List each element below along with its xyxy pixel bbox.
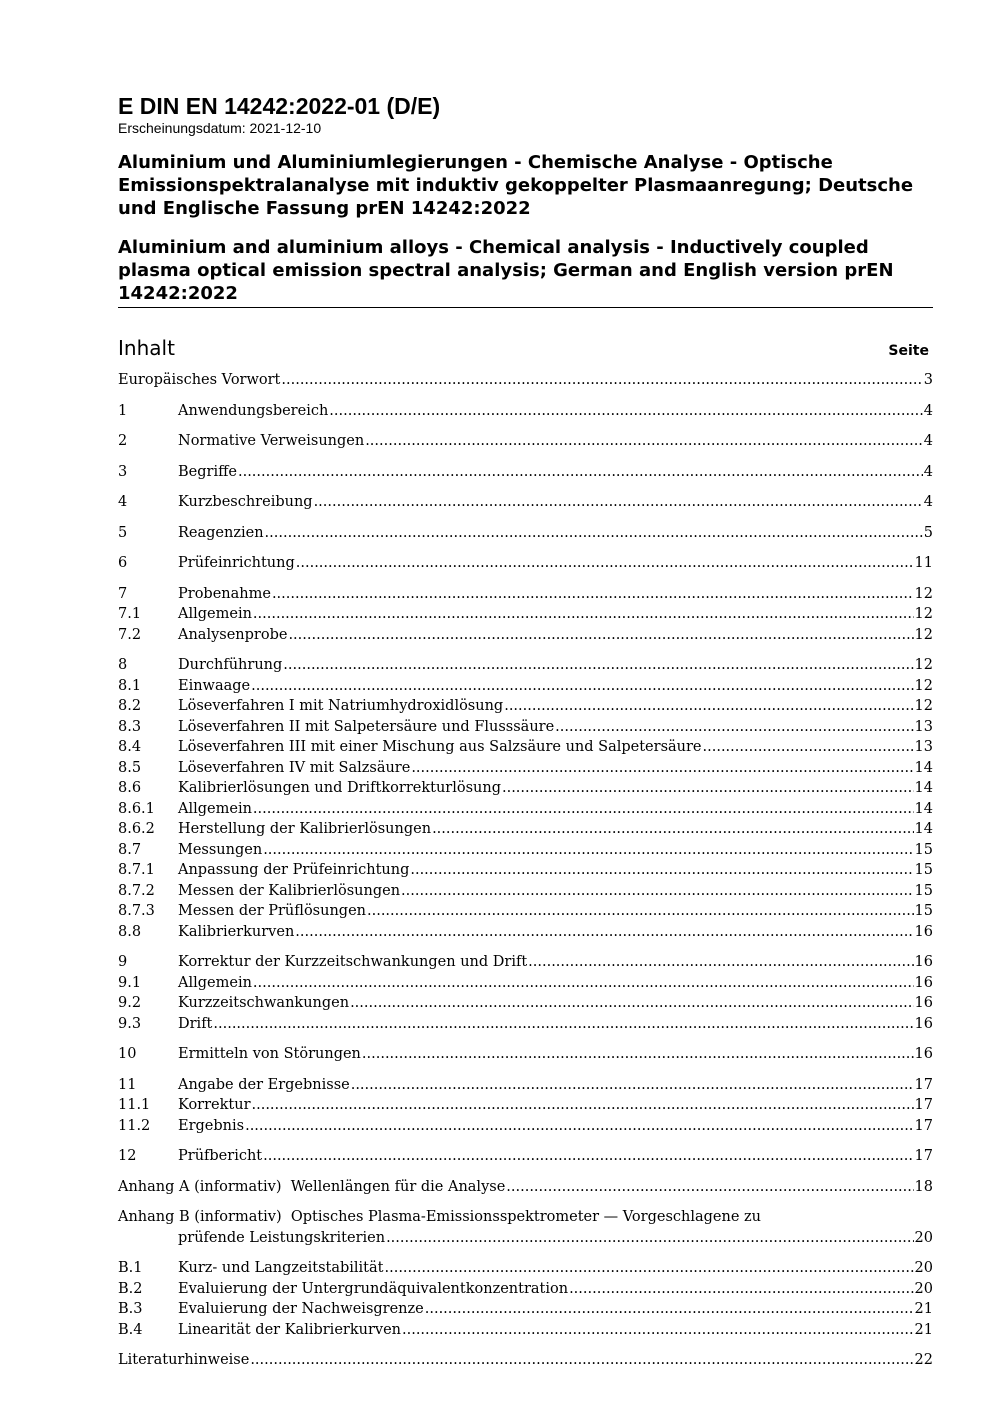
toc-entry[interactable]	[118, 1014, 933, 1035]
toc-leader	[367, 901, 914, 922]
toc-entry-label: Messungen	[178, 841, 263, 858]
toc-leader	[362, 1044, 914, 1065]
toc-leader	[238, 462, 923, 483]
toc-entry-label: Löseverfahren I mit Natriumhydroxidlösung	[178, 698, 504, 714]
toc-entry-page: 4	[923, 494, 933, 510]
toc-entry-page: 5	[923, 524, 933, 541]
toc-entry-page: 12	[914, 657, 933, 673]
toc-entry-number: 9.2	[118, 995, 142, 1011]
toc-entry-label: Drift	[178, 1015, 213, 1032]
toc-entry-page: 12	[914, 585, 933, 602]
toc-entry-number: 3	[118, 463, 128, 480]
toc-leader	[425, 1299, 914, 1320]
toc-entry[interactable]	[118, 1116, 933, 1137]
toc-entry[interactable]	[118, 993, 933, 1014]
toc-entry-label: Anhang B (informativ) Optisches Plasma-Emissionsspektrometer — Vorgeschlagene zu	[118, 1209, 761, 1225]
toc-entry-label: Anwendungsbereich	[178, 402, 329, 419]
toc-entry[interactable]	[118, 1044, 933, 1065]
toc-entry-page: 18	[914, 1178, 933, 1195]
toc-entry[interactable]	[118, 840, 933, 861]
toc-entry-number: 7.1	[118, 606, 142, 622]
toc-entry-label: Ergebnis	[178, 1117, 245, 1134]
toc-entry[interactable]	[118, 952, 933, 973]
toc-leader	[213, 1014, 913, 1035]
toc-entry[interactable]	[118, 492, 933, 513]
toc-entry-page: 3	[923, 372, 933, 388]
toc-entry-label: Anhang A (informativ) Wellenlängen für die Analyse	[118, 1178, 506, 1195]
toc-leader	[351, 1075, 914, 1096]
toc-entry-page: 15	[914, 841, 933, 858]
toc-entry[interactable]	[118, 604, 933, 625]
toc-entry-page: 21	[914, 1301, 933, 1317]
toc-leader	[251, 676, 913, 697]
toc-entry-number: B.3	[118, 1301, 143, 1317]
toc-leader	[329, 401, 922, 422]
toc-leader	[295, 922, 913, 943]
toc-entry-label: Linearität der Kalibrierkurven	[178, 1321, 401, 1338]
toc-leader	[410, 860, 913, 881]
document-id: E DIN EN 14242:2022-01 (D/E)	[118, 93, 441, 119]
toc-entry-number: B.2	[118, 1280, 143, 1297]
toc-entry-label: Allgemein	[178, 974, 252, 991]
toc-leader	[245, 1116, 913, 1137]
toc-leader	[502, 778, 914, 799]
toc-leader	[281, 370, 922, 391]
toc-entry-page: 17	[914, 1076, 933, 1093]
toc-entry-label: Messen der Kalibrierlösungen	[178, 882, 401, 899]
toc-entry-label: Kalibrierlösungen und Driftkorrekturlösung	[178, 780, 501, 796]
toc-entry-label: Reagenzien	[178, 524, 264, 541]
toc-entry[interactable]	[118, 1075, 933, 1096]
toc-entry-annex-b[interactable]	[118, 1207, 933, 1248]
toc-entry-page: 16	[914, 1015, 933, 1032]
toc-entry-page: 17	[914, 1148, 933, 1164]
toc-leader	[252, 1095, 914, 1116]
toc-entry-number: 8.1	[118, 677, 142, 694]
toc-entry[interactable]	[118, 370, 933, 391]
toc-entry[interactable]	[118, 860, 933, 881]
toc-entry-page: 16	[914, 1046, 933, 1062]
toc-leader	[365, 431, 923, 452]
toc-entry-label: Einwaage	[178, 677, 251, 694]
toc-leader	[401, 881, 914, 902]
title-german: Aluminium und Aluminiumlegierungen - Chemische Analyse - Optische Emissionspektralanalyse mit induktiv gekoppelter Plasmaanregung; Deutsche und Englische Fassung prEN 14242:2022	[118, 152, 914, 219]
toc-entry-label: Messen der Prüflösungen	[178, 903, 366, 919]
toc-entry[interactable]	[118, 431, 933, 452]
toc-entry-number: 7.2	[118, 626, 142, 643]
toc-leader	[263, 1146, 913, 1167]
document-page	[118, 93, 933, 1371]
toc-leader	[253, 973, 914, 994]
toc-entry[interactable]	[118, 778, 933, 799]
toc-entry-page: 17	[914, 1117, 933, 1134]
toc-leader	[263, 840, 913, 861]
toc-leader	[250, 1350, 913, 1371]
toc-leader	[296, 553, 914, 574]
toc-entry-number: 11.2	[118, 1117, 151, 1134]
toc-title: Inhalt	[118, 336, 175, 360]
toc-entry-number: 11.1	[118, 1097, 151, 1113]
toc-entry-label-cont: prüfende Leistungskriterien	[178, 1229, 386, 1246]
toc-entry-label: Anpassung der Prüfeinrichtung	[178, 862, 410, 878]
toc-entry[interactable]	[118, 1320, 933, 1341]
toc-leader	[288, 625, 913, 646]
toc-entry[interactable]	[118, 655, 933, 676]
toc-leader	[411, 758, 913, 779]
publication-date: Erscheinungsdatum: 2021-12-10	[118, 120, 322, 136]
toc-entry-number: 8.7.1	[118, 862, 155, 878]
toc-entry[interactable]	[118, 625, 933, 646]
toc-entry-number: 8.7.2	[118, 882, 155, 899]
toc-entry-number: 4	[118, 494, 128, 510]
toc-leader	[569, 1279, 913, 1300]
toc-entry-page: 4	[923, 463, 933, 480]
toc-page-label: Seite	[888, 343, 929, 359]
toc-entry-page: 15	[914, 882, 933, 899]
toc-entry[interactable]	[118, 799, 933, 820]
toc-entry[interactable]	[118, 584, 933, 605]
toc-entry-label: Angabe der Ergebnisse	[178, 1076, 350, 1093]
toc-entry[interactable]	[118, 553, 933, 574]
toc-leader	[265, 523, 923, 544]
toc-entry-number: 8.5	[118, 759, 142, 776]
toc-leader	[402, 1320, 914, 1341]
toc-entry[interactable]	[118, 737, 933, 758]
toc-entry-page: 16	[914, 995, 933, 1011]
toc-entry-page: 14	[914, 800, 933, 817]
toc-leader	[253, 799, 914, 820]
toc-entry-label: Löseverfahren III mit einer Mischung aus Salzsäure und Salpetersäure	[178, 739, 702, 755]
toc-entry-number: 9.1	[118, 974, 142, 991]
toc-entry-page: 16	[914, 974, 933, 991]
toc-entry-page: 13	[914, 739, 933, 755]
table-of-contents	[118, 370, 933, 1371]
toc-entry-page: 12	[914, 698, 933, 714]
toc-entry-number: 1	[118, 402, 128, 419]
toc-entry-number: 2	[118, 433, 128, 449]
toc-entry-label: Evaluierung der Nachweisgrenze	[178, 1301, 424, 1317]
toc-entry-label: Analysenprobe	[178, 626, 288, 643]
toc-entry-label: Kurzbeschreibung	[178, 494, 313, 510]
toc-entry-label: Normative Verweisungen	[178, 433, 365, 449]
toc-entry[interactable]	[118, 696, 933, 717]
toc-leader	[555, 717, 913, 738]
toc-entry-label: Kurz- und Langzeitstabilität	[178, 1260, 384, 1276]
toc-entry-number: 8.6.2	[118, 821, 155, 837]
toc-entry[interactable]	[118, 1350, 933, 1371]
toc-entry-page: 12	[914, 677, 933, 694]
toc-entry[interactable]	[118, 1095, 933, 1116]
toc-leader	[314, 492, 923, 513]
toc-entry[interactable]	[118, 1146, 933, 1167]
toc-leader	[283, 655, 913, 676]
toc-entry[interactable]	[118, 401, 933, 422]
toc-leader	[385, 1258, 914, 1279]
toc-entry-page: 20	[914, 1229, 933, 1246]
toc-entry[interactable]	[118, 819, 933, 840]
toc-entry-label: Löseverfahren II mit Salpetersäure und Flusssäure	[178, 718, 555, 735]
toc-entry-label: Probenahme	[178, 585, 271, 602]
toc-leader	[432, 819, 913, 840]
toc-entry-page: 13	[914, 718, 933, 735]
toc-entry[interactable]	[118, 922, 933, 943]
toc-entry-label: Herstellung der Kalibrierlösungen	[178, 821, 432, 837]
toc-entry-label: Ermitteln von Störungen	[178, 1046, 361, 1062]
toc-entry-page: 22	[914, 1352, 933, 1368]
toc-entry-page: 12	[914, 606, 933, 622]
toc-leader	[506, 1177, 913, 1198]
toc-leader	[703, 737, 914, 758]
toc-entry-page: 21	[914, 1321, 933, 1338]
toc-leader	[253, 604, 914, 625]
toc-entry-number: 8.7.3	[118, 903, 155, 919]
toc-entry-annex-a[interactable]	[118, 1177, 933, 1198]
toc-entry-label: Begriffe	[178, 463, 237, 480]
toc-entry[interactable]	[118, 1279, 933, 1300]
toc-entry-page: 14	[914, 821, 933, 837]
toc-entry-label: Prüfbericht	[178, 1148, 263, 1164]
toc-entry-page: 14	[914, 780, 933, 796]
toc-entry[interactable]	[118, 901, 933, 922]
toc-entry[interactable]	[118, 523, 933, 544]
toc-entry-page: 15	[914, 862, 933, 878]
toc-entry-number: 7	[118, 585, 128, 602]
toc-entry-number: 8.2	[118, 698, 142, 714]
toc-entry-number: 8.3	[118, 718, 142, 735]
toc-entry-number: 8.8	[118, 923, 142, 940]
toc-entry[interactable]	[118, 462, 933, 483]
toc-entry-number: 8.4	[118, 739, 142, 755]
toc-leader	[504, 696, 913, 717]
toc-entry-label: Literaturhinweise	[118, 1352, 250, 1368]
toc-entry-label: Korrektur	[178, 1097, 251, 1113]
toc-entry[interactable]	[118, 676, 933, 697]
toc-entry-label: Kurzzeitschwankungen	[178, 995, 350, 1011]
toc-entry-page: 11	[914, 555, 933, 571]
toc-entry[interactable]	[118, 717, 933, 738]
toc-header	[118, 332, 933, 360]
toc-entry-page: 4	[923, 433, 933, 449]
toc-leader	[350, 993, 913, 1014]
toc-entry-page: 20	[914, 1260, 933, 1276]
toc-entry-page: 4	[923, 402, 933, 419]
toc-entry-number: B.4	[118, 1321, 143, 1338]
toc-entry-label: Löseverfahren IV mit Salzsäure	[178, 759, 411, 776]
toc-leader	[528, 952, 913, 973]
toc-entry-continuation	[118, 1228, 933, 1249]
toc-entry-number: 8	[118, 657, 128, 673]
toc-entry-number: B.1	[118, 1260, 143, 1276]
toc-entry-number: 9	[118, 954, 128, 970]
toc-entry-page: 17	[914, 1097, 933, 1113]
toc-entry-number: 8.7	[118, 841, 142, 858]
toc-entry-label: Durchführung	[178, 657, 283, 673]
toc-entry-page: 15	[914, 903, 933, 919]
toc-entry-number: 11	[118, 1076, 137, 1093]
title-english: Aluminium and aluminium alloys - Chemical analysis - Inductively coupled plasma optical emission spectral analysis; German and English version prEN 14242:2022	[118, 236, 933, 308]
toc-entry-number: 8.6	[118, 780, 142, 796]
toc-entry-page: 16	[914, 923, 933, 940]
toc-entry-number: 12	[118, 1148, 137, 1164]
toc-entry-page: 16	[914, 954, 933, 970]
toc-entry[interactable]	[118, 1258, 933, 1279]
toc-entry-number: 8.6.1	[118, 800, 155, 817]
toc-entry-page: 14	[914, 759, 933, 776]
toc-entry-number: 6	[118, 555, 128, 571]
toc-entry[interactable]	[118, 973, 933, 994]
toc-entry-page: 12	[914, 626, 933, 643]
toc-entry[interactable]	[118, 758, 933, 779]
toc-entry-label: Korrektur der Kurzzeitschwankungen und Drift	[178, 954, 528, 970]
toc-entry-number: 5	[118, 524, 128, 541]
toc-entry-label: Allgemein	[178, 800, 252, 817]
toc-entry-page: 20	[914, 1280, 933, 1297]
toc-leader	[386, 1228, 913, 1249]
toc-entry[interactable]	[118, 881, 933, 902]
toc-leader	[272, 584, 914, 605]
toc-entry-label: Prüfeinrichtung	[178, 555, 295, 571]
toc-entry[interactable]	[118, 1299, 933, 1320]
toc-entry-label: Kalibrierkurven	[178, 923, 295, 940]
toc-entry-number: 9.3	[118, 1015, 142, 1032]
toc-entry-label: Allgemein	[178, 606, 252, 622]
toc-entry-label: Evaluierung der Untergrundäquivalentkonzentration	[178, 1280, 569, 1297]
toc-entry-number: 10	[118, 1046, 137, 1062]
toc-entry-label: Europäisches Vorwort	[118, 372, 281, 388]
